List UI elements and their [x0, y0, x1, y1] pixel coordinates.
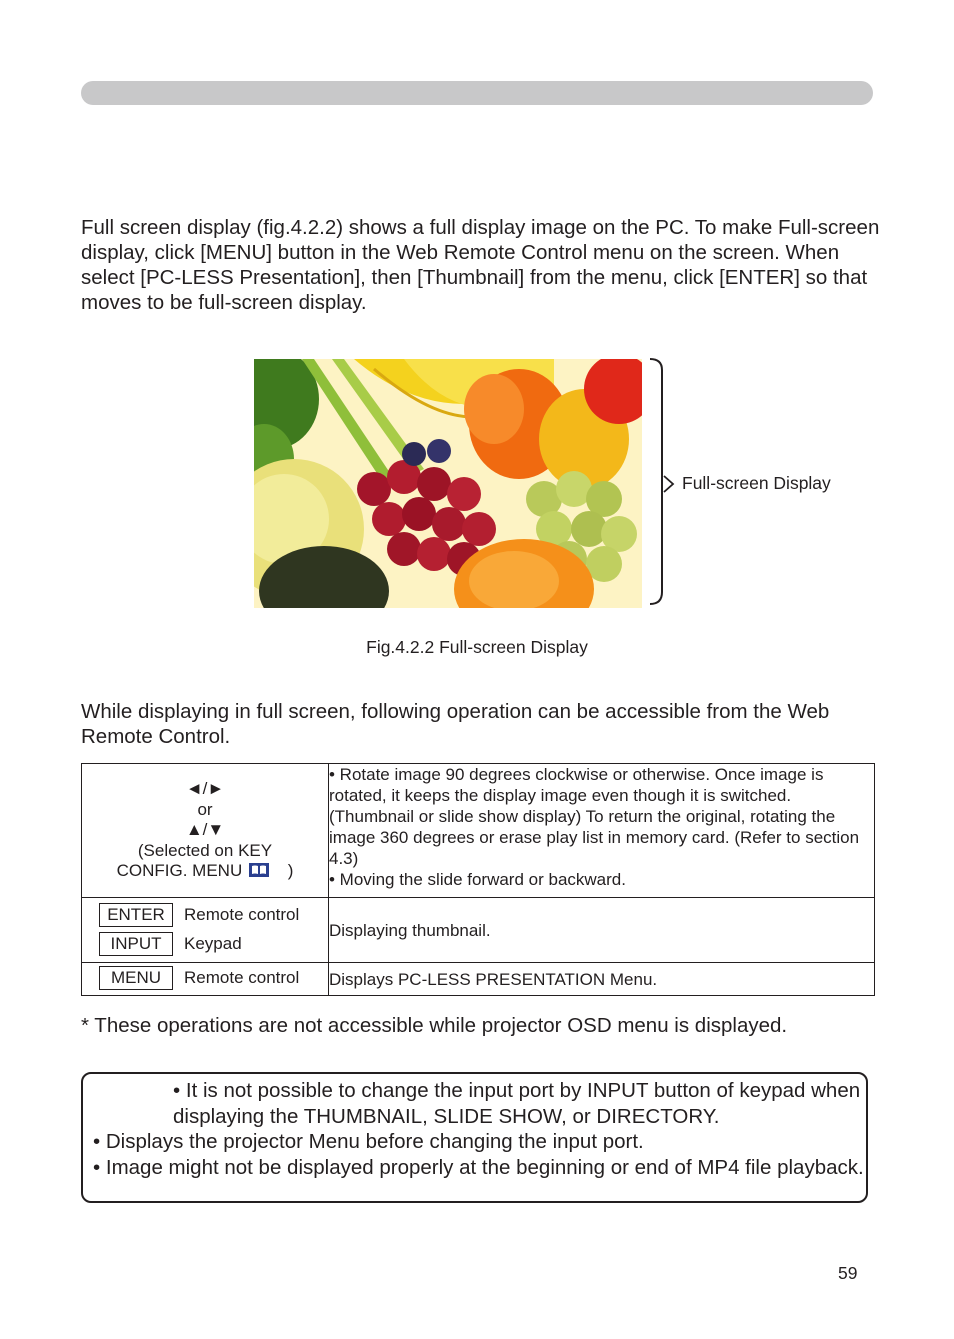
note-item: • Displays the projector Menu before changing the input port.: [93, 1130, 644, 1153]
table-cell-keys: [82, 963, 329, 996]
input-key-label: INPUT: [99, 932, 173, 956]
table-row: [82, 963, 875, 996]
note-item: • It is not possible to change the input port by INPUT button of keypad when displaying the THUMBNAIL, SLIDE SHOW, or DIRECTORY.: [173, 1079, 861, 1128]
footnote: * These operations are not accessible while projector OSD menu is displayed.: [81, 1014, 788, 1037]
enter-key-label: ENTER: [99, 903, 173, 927]
rotate-desc: • Rotate image 90 degrees clockwise or otherwise. Once image is rotated, it keeps the display image even though it is switched. (Thumbnail or slide show display) To return the original, rotating the image 360 degrees or erase play list in memory card. (Refer to section 4.3): [329, 765, 860, 868]
note-box: [81, 1072, 868, 1203]
arrow-keys-lr: ◄/►: [185, 779, 225, 798]
menu-key-label: MENU: [99, 966, 173, 990]
slide-desc: • Moving the slide forward or backward.: [329, 870, 626, 889]
intro-paragraph: Full screen display (fig.4.2.2) shows a full display image on the PC. To make Full-screen display, click [MENU] button in the Web Remote Control menu on the screen. When select [PC-LESS Presentation], then [Thumbnail] from the menu, click [ENTER] so that moves to be full-screen display.: [81, 216, 880, 314]
table-cell-keys: [82, 764, 329, 898]
fruit-photo-drawing: [254, 359, 642, 608]
figure-caption: Fig.4.2.2 Full-screen Display: [366, 637, 588, 657]
page-number: 59: [838, 1263, 858, 1283]
selected-note-line2: CONFIG. MENU ): [116, 861, 294, 880]
table-cell-desc: [329, 764, 875, 898]
table-row: [82, 898, 875, 963]
selected-note-line1: (Selected on KEY: [137, 840, 273, 860]
fruit-photo: [254, 359, 642, 608]
note-item: • Image might not be displayed properly at the beginning or end of MP4 file playback.: [93, 1155, 864, 1179]
remote-control-label: Remote control: [184, 968, 300, 987]
header-bar: [81, 81, 873, 105]
table-row: [82, 764, 875, 898]
table-cell-desc: Displaying thumbnail.: [329, 898, 875, 963]
book-icon: [249, 862, 269, 876]
brace-label: Full-screen Display: [682, 473, 831, 493]
arrow-keys-ud: ▲/▼: [185, 820, 225, 839]
operations-table: [81, 763, 875, 996]
chevron-right-icon: [662, 474, 676, 494]
lead-paragraph: While displaying in full screen, following operation can be accessible from the Web Remote Control.: [81, 700, 830, 748]
table-cell-desc: Displays PC-LESS PRESENTATION Menu.: [329, 963, 875, 996]
remote-control-label: Remote control: [184, 905, 300, 924]
table-cell-keys: [82, 898, 329, 963]
keypad-label: Keypad: [184, 934, 242, 953]
or-text: or: [197, 799, 213, 819]
